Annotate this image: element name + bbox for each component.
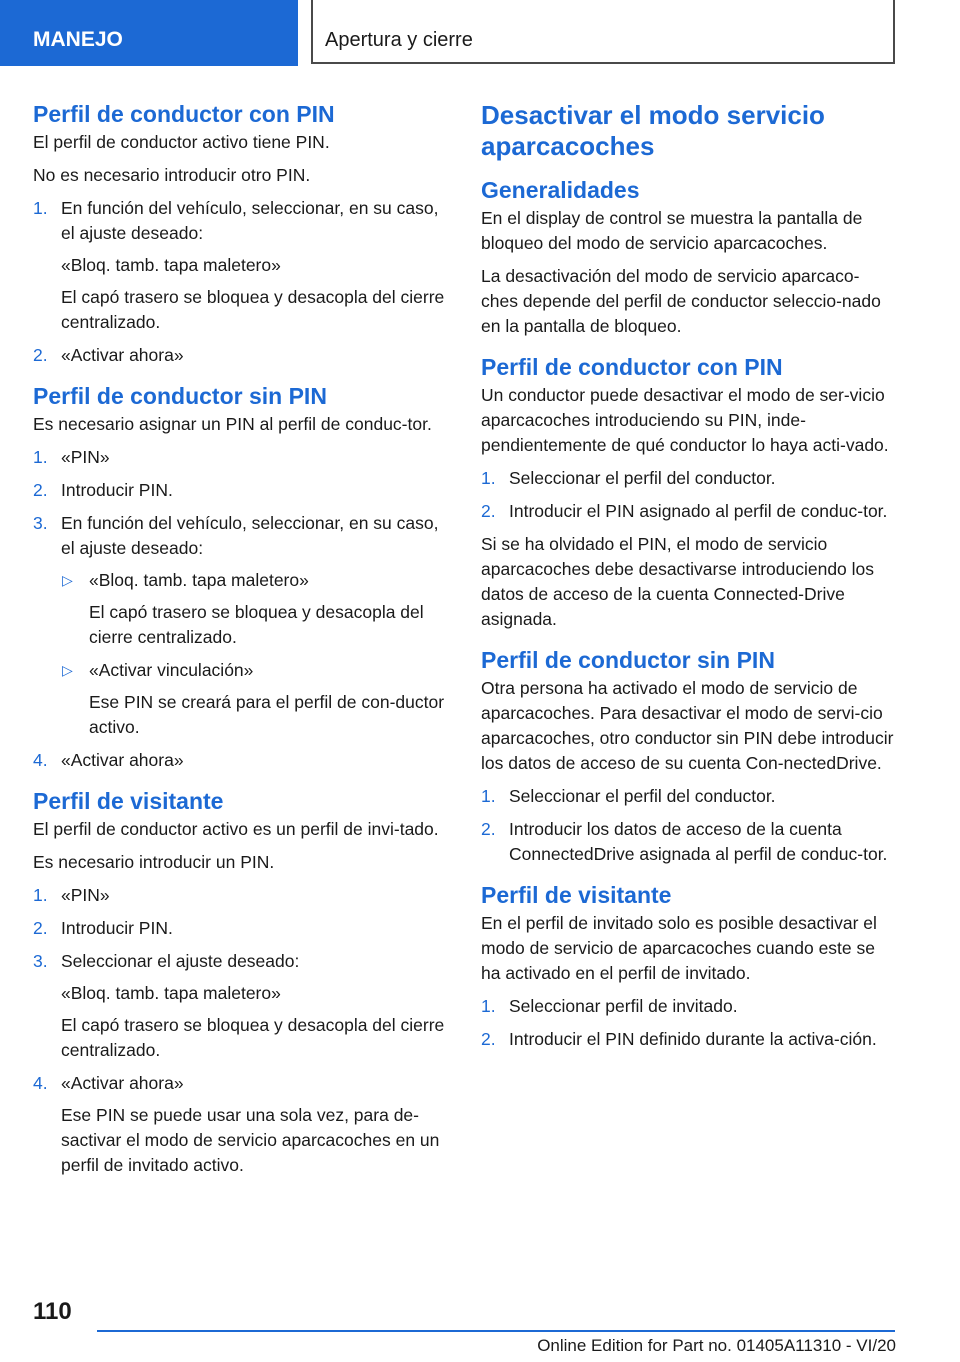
- heading-visitor-profile: Perfil de visitante: [33, 788, 224, 814]
- paragraph: Es necesario asignar un PIN al perfil de conduc-tor.: [33, 414, 432, 434]
- page-header: [0, 0, 960, 66]
- list-item: [33, 949, 448, 1063]
- list-item: [481, 994, 896, 1019]
- step-text: «PIN»: [61, 885, 110, 905]
- paragraph: Es necesario introducir un PIN.: [33, 852, 275, 872]
- heading-general: Generalidades: [481, 177, 640, 203]
- step-subtext: «Bloq. tamb. tapa maletero»: [61, 255, 281, 275]
- step-subtext: «Bloq. tamb. tapa maletero»: [61, 983, 281, 1003]
- step-text: En función del vehículo, seleccionar, en su caso, el ajuste deseado:: [61, 198, 439, 243]
- paragraph: Un conductor puede desactivar el modo de ser-vicio aparcacoches introduciendo su PIN, inde-pendientemente de qué conductor lo haya acti-vado.: [481, 385, 889, 455]
- triangle-bullet-icon: ▷: [62, 572, 73, 588]
- step-subtext: El capó trasero se bloquea y desacopla del cierre centralizado.: [61, 1015, 445, 1060]
- bullet-item: [61, 568, 448, 650]
- paragraph: El perfil de conductor activo tiene PIN.: [33, 132, 330, 152]
- heading-visitor-profile: Perfil de visitante: [481, 882, 672, 908]
- page-number: 110: [33, 1298, 72, 1325]
- heading-driver-without-pin: Perfil de conductor sin PIN: [481, 647, 775, 673]
- heading-driver-without-pin: Perfil de conductor sin PIN: [33, 383, 327, 409]
- step-text: «Activar ahora»: [61, 750, 184, 770]
- list-item: [33, 478, 448, 503]
- triangle-bullet-icon: ▷: [62, 662, 73, 678]
- left-column: [33, 100, 448, 1186]
- step-number: 1.: [481, 786, 496, 806]
- step-subtext: Ese PIN se puede usar una sola vez, para de-sactivar el modo de servicio aparcacoches en un perfil de invitado activo.: [61, 1105, 440, 1175]
- paragraph: No es necesario introducir otro PIN.: [33, 165, 311, 185]
- paragraph: Si se ha olvidado el PIN, el modo de servicio aparcacoches debe desactivarse introduciendo los datos de acceso de la cuenta Connected-Drive asignada.: [481, 534, 875, 629]
- step-text: Seleccionar el perfil del conductor.: [509, 468, 776, 488]
- step-number: 1.: [33, 885, 48, 905]
- step-text: Seleccionar el ajuste deseado:: [61, 951, 300, 971]
- heading-driver-with-pin: Perfil de conductor con PIN: [33, 101, 335, 127]
- paragraph: Otra persona ha activado el modo de servicio de aparcacoches. Para desactivar el modo de servi-cio aparcacoches, otro conductor sin PIN debe introducir los datos de acceso de su cuenta Con-nectedDrive.: [481, 678, 894, 773]
- step-number: 4.: [33, 1073, 48, 1093]
- step-number: 1.: [481, 468, 496, 488]
- bullet-subtext: El capó trasero se bloquea y desacopla del cierre centralizado.: [89, 602, 424, 647]
- step-number: 3.: [33, 513, 48, 533]
- list-item: [481, 466, 896, 491]
- step-number: 1.: [481, 996, 496, 1016]
- steps-list: [33, 445, 448, 773]
- main-title: Desactivar el modo servicio aparcacoches: [481, 100, 825, 161]
- step-text: En función del vehículo, seleccionar, en su caso, el ajuste deseado:: [61, 513, 439, 558]
- step-number: 2.: [481, 819, 496, 839]
- step-text: «Activar ahora»: [61, 345, 184, 365]
- footer-divider: [97, 1330, 895, 1332]
- step-text: Introducir PIN.: [61, 918, 173, 938]
- list-item: [33, 343, 448, 368]
- list-item: [33, 916, 448, 941]
- step-text: «Activar ahora»: [61, 1073, 184, 1093]
- step-text: Introducir los datos de acceso de la cuenta ConnectedDrive asignada al perfil de conduc-tor.: [509, 819, 888, 864]
- paragraph: En el perfil de invitado solo es posible desactivar el modo de servicio de aparcacoches cuando este se ha activado en el perfil de invitado.: [481, 913, 877, 983]
- step-number: 2.: [481, 501, 496, 521]
- step-text: Introducir el PIN definido durante la activa-ción.: [509, 1029, 877, 1049]
- list-item: [481, 499, 896, 524]
- steps-list: [481, 784, 896, 867]
- step-number: 1.: [33, 198, 48, 218]
- list-item: [33, 1071, 448, 1178]
- step-number: 3.: [33, 951, 48, 971]
- list-item: [481, 784, 896, 809]
- list-item: [481, 817, 896, 867]
- step-number: 2.: [33, 918, 48, 938]
- paragraph: La desactivación del modo de servicio aparcaco-ches depende del perfil de conductor seleccio-nado en la pantalla de bloqueo.: [481, 266, 881, 336]
- steps-list: [33, 196, 448, 368]
- steps-list: [481, 994, 896, 1052]
- steps-list: [33, 883, 448, 1178]
- right-column: [481, 100, 896, 1060]
- list-item: [481, 1027, 896, 1052]
- step-text: «PIN»: [61, 447, 110, 467]
- list-item: [33, 511, 448, 740]
- chapter-tab: Apertura y cierre: [311, 0, 895, 64]
- paragraph: En el display de control se muestra la pantalla de bloqueo del modo de servicio aparcacoches.: [481, 208, 863, 253]
- step-text: Seleccionar perfil de invitado.: [509, 996, 738, 1016]
- bullet-text: «Bloq. tamb. tapa maletero»: [89, 570, 309, 590]
- bullet-list: [61, 568, 448, 740]
- list-item: [33, 748, 448, 773]
- bullet-subtext: Ese PIN se creará para el perfil de con-ductor activo.: [89, 692, 445, 737]
- step-text: Seleccionar el perfil del conductor.: [509, 786, 776, 806]
- list-item: [33, 445, 448, 470]
- steps-list: [481, 466, 896, 524]
- step-number: 2.: [33, 345, 48, 365]
- step-number: 1.: [33, 447, 48, 467]
- section-tab: MANEJO: [0, 0, 298, 66]
- bullet-item: [61, 658, 448, 740]
- step-subtext: El capó trasero se bloquea y desacopla del cierre centralizado.: [61, 287, 445, 332]
- list-item: [33, 196, 448, 335]
- paragraph: El perfil de conductor activo es un perfil de invi-tado.: [33, 819, 439, 839]
- step-text: Introducir PIN.: [61, 480, 173, 500]
- step-number: 4.: [33, 750, 48, 770]
- bullet-text: «Activar vinculación»: [89, 660, 254, 680]
- step-number: 2.: [481, 1029, 496, 1049]
- edition-note: Online Edition for Part no. 01405A11310 - VI/20: [537, 1336, 896, 1355]
- step-number: 2.: [33, 480, 48, 500]
- step-text: Introducir el PIN asignado al perfil de conduc-tor.: [509, 501, 888, 521]
- list-item: [33, 883, 448, 908]
- heading-driver-with-pin: Perfil de conductor con PIN: [481, 354, 783, 380]
